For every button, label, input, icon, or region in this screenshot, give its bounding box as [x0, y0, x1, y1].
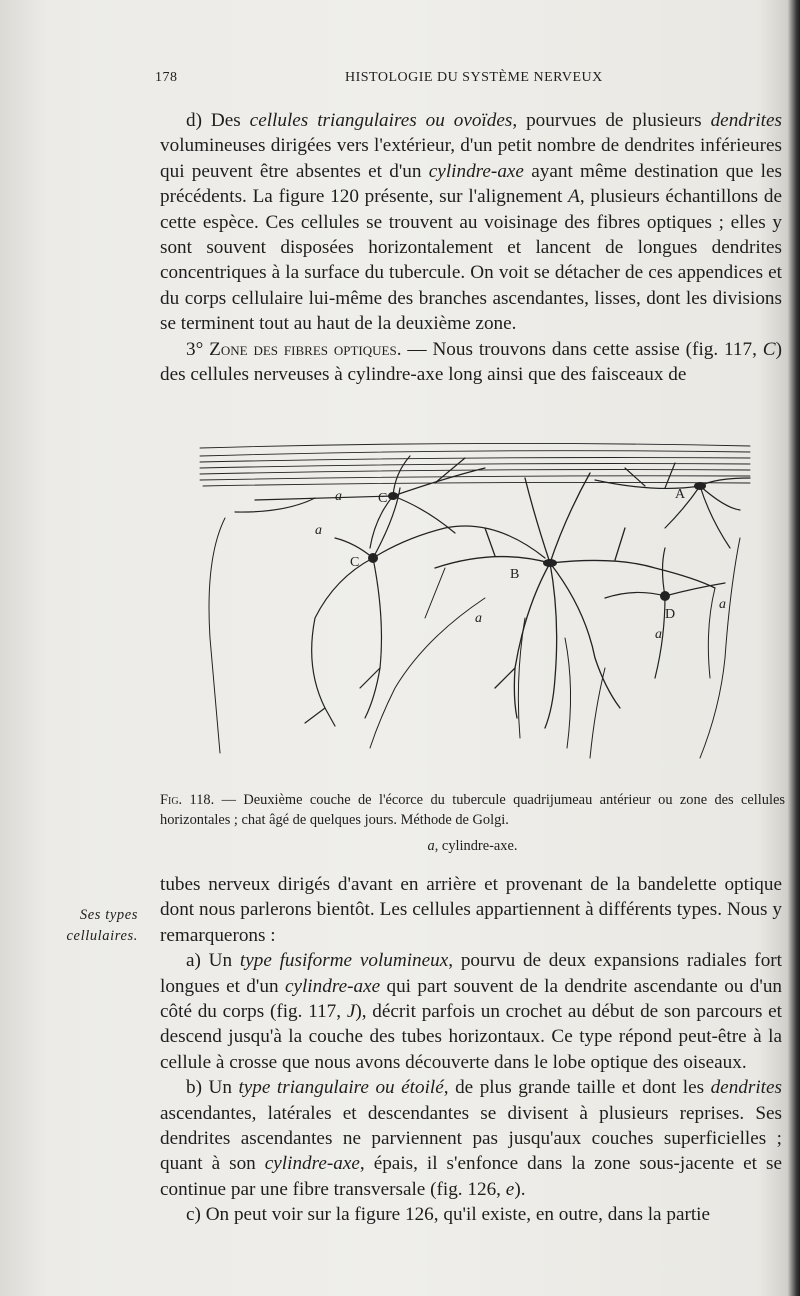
- caption-text: Fig. 118. — Deuxième couche de l'écorce du tubercule quadrijumeau antérieur ou zone des cellules horizontales ; chat âgé de quelques jours. Méthode de Golgi.: [160, 792, 785, 828]
- label-a-cell: A: [675, 487, 686, 502]
- cell-c-left: [305, 488, 545, 726]
- label-b-cell: B: [510, 567, 520, 582]
- label-axon-3: a: [475, 611, 482, 626]
- cell-b: [435, 473, 715, 728]
- page-gutter: [788, 0, 800, 1296]
- paragraph-d: d) Des cellules triangulaires ou ovoïdes, pourvues de plusieurs dendrites volumineuses dirigées vers l'extérieur, d'un petit nombre de dendrites inférieures qui peuvent être absentes et d'un cylindre-axe ayant même destination que les précédents. La figure 120 présente, sur l'alignement A, plusieurs échantillons de cette espèce. Ces cellules se trouvent au voisinage des fibres optiques ; elles y sont souvent disposées horizontalement et lancent de longues dendrites concentriques à la surface du tubercule. On voit se détacher de ces appendices et du corps cellulaire lui-même des branches ascendantes, lisses, dont les divisions se terminent tout au haut de la deuxième zone.: [160, 110, 782, 335]
- margin-note: Ses types cellulaires.: [66, 907, 138, 944]
- label-c-left: C: [350, 555, 360, 570]
- paragraph-continued: tubes nerveux dirigés d'avant en arrière et provenant de la bandelette optique dont nous parlerons bientôt. Les cellules appartiennent à différents types. Nous y remarquerons :: [160, 874, 782, 946]
- running-header: [155, 70, 785, 92]
- figure-118-drawing: [195, 438, 755, 768]
- page-number: 178: [155, 70, 178, 85]
- paragraph-c: c) On peut voir sur la figure 126, qu'il existe, en outre, dans la partie: [186, 1204, 711, 1226]
- running-title: HISTOLOGIE DU SYSTÈME NERVEUX: [345, 70, 603, 85]
- paragraph-b: b) Un type triangulaire ou étoilé, de plus grande taille et dont les dendrites ascendantes, latérales et descendantes se divisent à plusieurs reprises. Ses dendrites ascendantes ne parviennent pas jusqu'aux couches superficielles ; quant à son cylindre-axe, épais, il s'enfonce dans la zone sous-jacente et se continue par une fibre transversale (fig. 126, e).: [160, 1077, 782, 1200]
- label-c-upper: C: [378, 491, 388, 506]
- caption-legend: a, cylindre-axe.: [427, 838, 518, 854]
- cell-bodies: [368, 482, 706, 601]
- label-axon-2: a: [315, 523, 322, 538]
- paragraph-a: a) Un type fusiforme volumineux, pourvu de deux expansions radiales fort longues et d'un cylindre-axe qui part souvent de la dendrite ascendante ou d'un côté du corps (fig. 117, J), décrit parfois un crochet au début de son parcours et descend jusqu'à la couche des tubes horizontaux. Ce type répond peut-être à la cellule à crosse que nous avons découverte dans le lobe optique des oiseaux.: [160, 950, 783, 1073]
- paragraph-zone-heading: 3° Zone des fibres optiques. — Nous trouvons dans cette assise (fig. 117, C) des cellules nerveuses à cylindre-axe long ainsi que des faisceaux de: [160, 338, 782, 386]
- section-heading: Zone des fibres optiques.: [209, 338, 402, 360]
- label-axon-5: a: [719, 597, 726, 612]
- text-block-bottom: [160, 872, 782, 1228]
- figure-caption: [160, 790, 785, 856]
- label-axon-4: a: [655, 627, 662, 642]
- horizontal-fibres: [200, 443, 750, 486]
- text-block-top: [160, 108, 782, 387]
- label-axon-1: a: [335, 489, 342, 504]
- label-d-cell: D: [665, 607, 676, 622]
